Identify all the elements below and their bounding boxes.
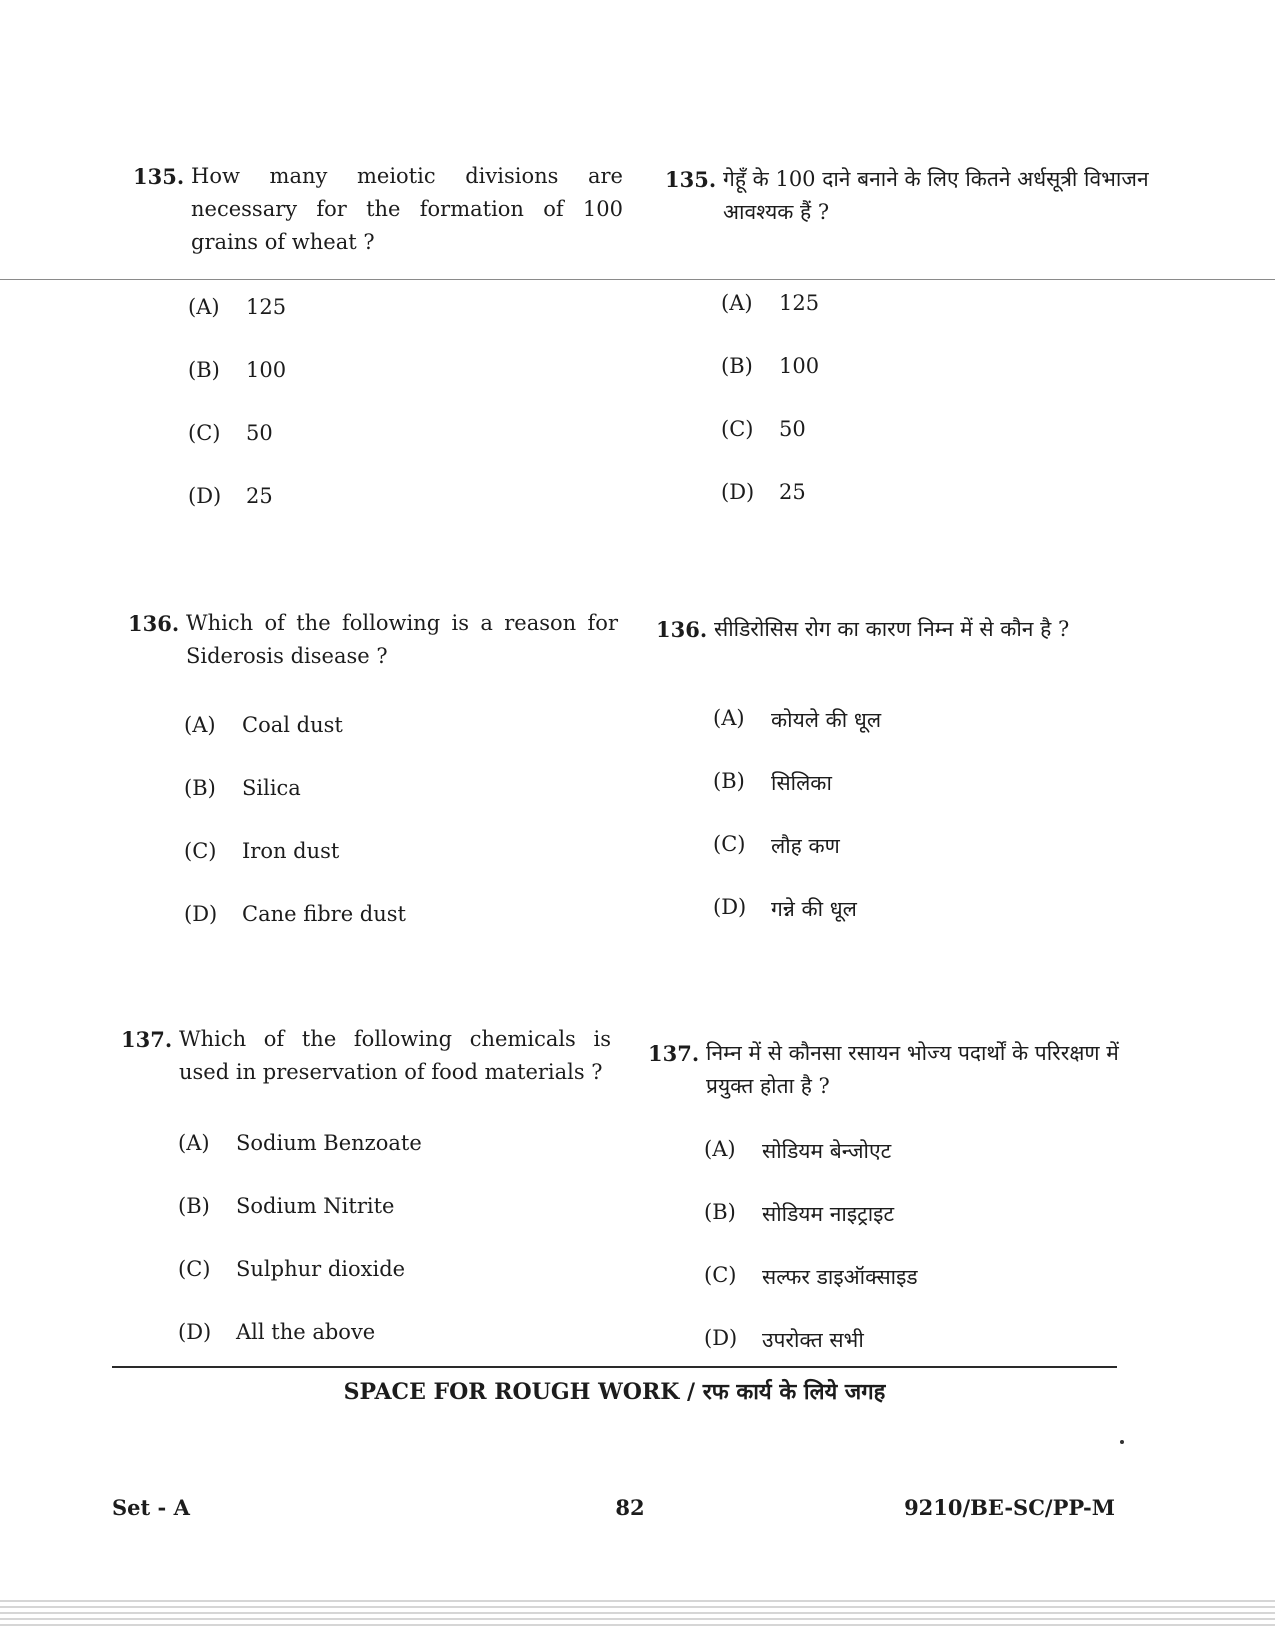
option-label: (A): [721, 291, 753, 315]
question-text: Which of the following is a reason for Siderosis disease ?: [186, 611, 618, 668]
option-text: 50: [779, 417, 806, 441]
option-text: 100: [246, 358, 287, 382]
option-c: [188, 421, 623, 484]
option-d: [178, 1320, 611, 1383]
question-number: 137.: [121, 1027, 173, 1052]
option-label: (A): [713, 706, 745, 730]
scan-speck: [1120, 1440, 1124, 1444]
option-label: (D): [704, 1326, 738, 1350]
question-135-hi: [665, 163, 1165, 543]
option-label: (B): [713, 769, 745, 793]
question-137-hi: [648, 1037, 1148, 1389]
option-text: Sodium Benzoate: [236, 1131, 422, 1155]
question-text: सीडिरोसिस रोग का कारण निम्न में से कौन है ?: [714, 617, 1070, 641]
question-text: गेहूँ के 100 दाने बनाने के लिए कितने अर्धसूत्री विभाजन आवश्यक हैं ?: [723, 167, 1149, 224]
option-text: All the above: [236, 1320, 376, 1344]
option-text: 100: [779, 354, 820, 378]
option-text: Sulphur dioxide: [236, 1257, 406, 1281]
option-b: [178, 1194, 611, 1257]
option-label: (D): [721, 480, 755, 504]
set-label: Set - A: [112, 1495, 190, 1520]
option-d: [721, 480, 1165, 543]
question-136-hi: [656, 613, 1156, 958]
option-label: (D): [188, 484, 222, 508]
option-d: [188, 484, 623, 547]
option-label: (C): [188, 421, 221, 445]
option-text: 125: [246, 295, 287, 319]
option-label: (B): [721, 354, 753, 378]
option-text: 50: [246, 421, 273, 445]
option-text: Sodium Nitrite: [236, 1194, 395, 1218]
option-label: (A): [178, 1131, 210, 1155]
options-list: [704, 1137, 1148, 1389]
option-label: (D): [184, 902, 218, 926]
option-a: [721, 291, 1165, 354]
option-label: (C): [721, 417, 754, 441]
option-text: गन्ने की धूल: [771, 897, 857, 921]
option-text: सल्फर डाइऑक्साइड: [762, 1265, 918, 1289]
question-text: निम्न में से कौनसा रसायन भोज्य पदार्थों के परिरक्षण में प्रयुक्त होता है ?: [706, 1041, 1119, 1098]
option-d: [713, 895, 1156, 958]
option-c: [721, 417, 1165, 480]
options-list: [184, 713, 618, 965]
option-text: कोयले की धूल: [771, 708, 882, 732]
question-number: 136.: [128, 611, 180, 636]
option-b: [184, 776, 618, 839]
rough-work-divider: [112, 1366, 1117, 1368]
option-a: [188, 295, 623, 358]
option-label: (A): [184, 713, 216, 737]
option-a: [704, 1137, 1148, 1200]
option-a: [184, 713, 618, 776]
question-136-en: [128, 607, 618, 965]
option-label: (C): [704, 1263, 737, 1287]
option-text: उपरोक्त सभी: [762, 1328, 864, 1352]
options-list: [178, 1131, 611, 1383]
page-number: 82: [615, 1495, 645, 1520]
options-list: [713, 706, 1156, 958]
option-label: (B): [184, 776, 216, 800]
option-c: [178, 1257, 611, 1320]
option-text: 25: [246, 484, 273, 508]
option-text: Iron dust: [242, 839, 340, 863]
option-b: [188, 358, 623, 421]
option-label: (D): [178, 1320, 212, 1344]
option-text: Coal dust: [242, 713, 343, 737]
option-label: (C): [713, 832, 746, 856]
option-text: सिलिका: [771, 771, 832, 795]
question-text: How many meiotic divisions are necessary for the formation of 100 grains of wheat ?: [191, 164, 623, 254]
option-label: (B): [178, 1194, 210, 1218]
option-b: [721, 354, 1165, 417]
option-c: [713, 832, 1156, 895]
question-text: Which of the following chemicals is used in preservation of food materials ?: [179, 1027, 611, 1084]
option-text: Silica: [242, 776, 301, 800]
option-label: (B): [704, 1200, 736, 1224]
option-b: [704, 1200, 1148, 1263]
question-number: 136.: [656, 617, 708, 642]
options-list: [188, 295, 623, 547]
option-a: [178, 1131, 611, 1194]
option-c: [704, 1263, 1148, 1326]
option-text: लौह कण: [771, 834, 840, 858]
option-b: [713, 769, 1156, 832]
option-text: 25: [779, 480, 806, 504]
option-label: (B): [188, 358, 220, 382]
question-135-en: [133, 160, 623, 547]
rough-work-heading: SPACE FOR ROUGH WORK / रफ कार्य के लिये जगह: [343, 1379, 886, 1405]
option-label: (C): [184, 839, 217, 863]
option-d: [184, 902, 618, 965]
option-label: (D): [713, 895, 747, 919]
paper-code: 9210/BE-SC/PP-M: [904, 1495, 1115, 1520]
option-label: (A): [704, 1137, 736, 1161]
scan-edge-lines: [0, 1600, 1275, 1645]
question-number: 135.: [665, 167, 717, 192]
option-text: 125: [779, 291, 820, 315]
option-text: Cane fibre dust: [242, 902, 406, 926]
option-c: [184, 839, 618, 902]
option-text: सोडियम नाइट्राइट: [762, 1202, 895, 1226]
option-label: (A): [188, 295, 220, 319]
question-number: 135.: [133, 164, 185, 189]
option-text: सोडियम बेन्जोएट: [762, 1139, 892, 1163]
options-list: [721, 291, 1165, 543]
option-label: (C): [178, 1257, 211, 1281]
option-a: [713, 706, 1156, 769]
question-137-en: [121, 1023, 611, 1383]
question-number: 137.: [648, 1041, 700, 1066]
